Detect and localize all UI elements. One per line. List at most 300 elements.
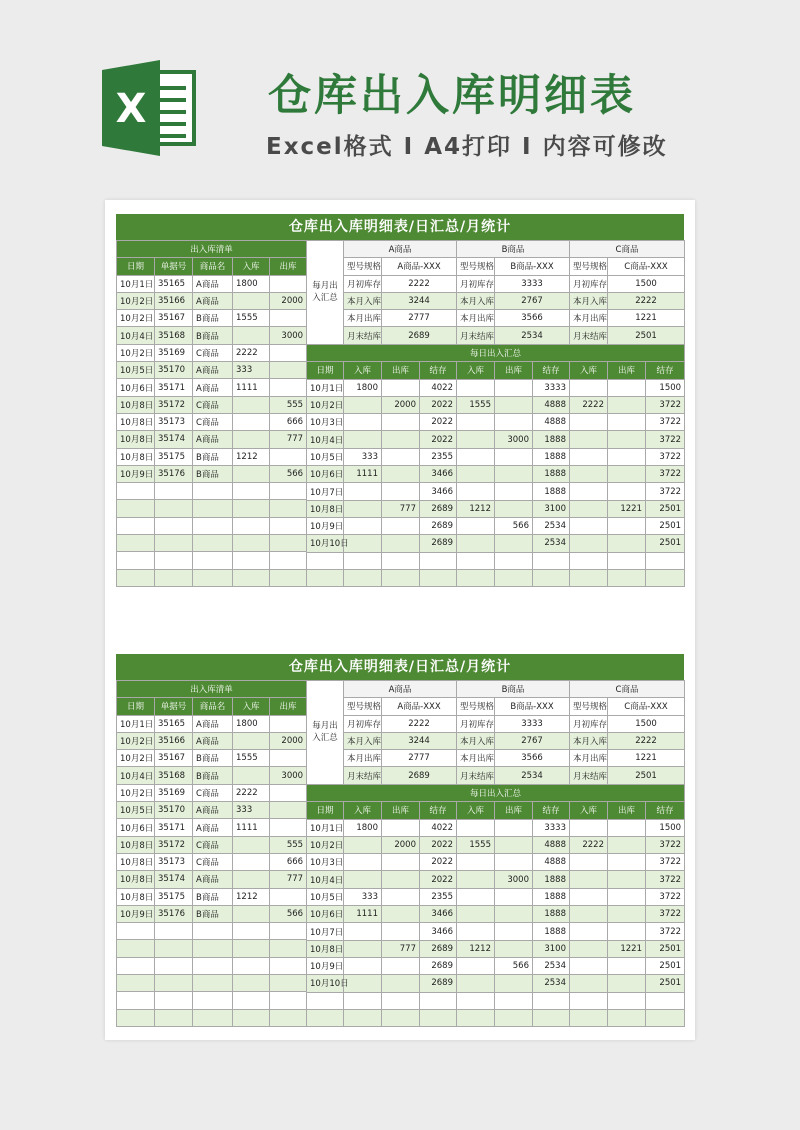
summary-cell[interactable]: 1500 <box>608 715 685 732</box>
list-cell[interactable]: A商品 <box>193 362 233 379</box>
list-cell[interactable]: 2222 <box>233 344 270 361</box>
list-cell[interactable] <box>193 940 233 957</box>
daily-cell[interactable] <box>382 483 420 500</box>
summary-cell[interactable]: 2777 <box>382 750 457 767</box>
list-cell[interactable]: C商品 <box>193 853 233 870</box>
daily-cell[interactable] <box>608 871 646 888</box>
list-cell[interactable]: 35170 <box>155 362 193 379</box>
daily-cell[interactable]: 3722 <box>646 854 685 871</box>
daily-cell[interactable] <box>495 975 533 992</box>
list-cell[interactable]: C商品 <box>193 836 233 853</box>
list-cell[interactable] <box>117 975 155 992</box>
daily-cell[interactable] <box>382 431 420 448</box>
daily-cell[interactable] <box>608 836 646 853</box>
daily-cell[interactable] <box>646 992 685 1009</box>
list-cell[interactable]: 3000 <box>270 767 307 784</box>
daily-cell[interactable] <box>646 552 685 569</box>
daily-cell[interactable]: 2501 <box>646 500 685 517</box>
daily-cell[interactable] <box>344 992 382 1009</box>
daily-cell[interactable] <box>495 466 533 483</box>
daily-cell[interactable]: 3722 <box>646 431 685 448</box>
list-cell[interactable] <box>117 500 155 517</box>
list-cell[interactable] <box>270 344 307 361</box>
daily-cell[interactable] <box>344 535 382 552</box>
daily-cell[interactable]: 2689 <box>420 535 457 552</box>
daily-cell[interactable]: 2689 <box>420 940 457 957</box>
daily-cell[interactable]: 1500 <box>646 379 685 396</box>
summary-cell[interactable]: 2767 <box>495 732 570 749</box>
daily-cell[interactable]: 3722 <box>646 414 685 431</box>
list-cell[interactable] <box>233 569 270 586</box>
daily-cell[interactable] <box>570 871 608 888</box>
list-cell[interactable] <box>233 517 270 534</box>
daily-cell[interactable]: 3722 <box>646 483 685 500</box>
daily-cell[interactable] <box>533 569 570 586</box>
daily-cell[interactable] <box>533 552 570 569</box>
list-cell[interactable]: B商品 <box>193 465 233 482</box>
list-cell[interactable] <box>233 732 270 749</box>
daily-cell[interactable] <box>570 448 608 465</box>
daily-cell[interactable]: 566 <box>495 957 533 974</box>
daily-cell[interactable] <box>457 819 495 836</box>
daily-cell[interactable] <box>570 431 608 448</box>
list-cell[interactable] <box>233 975 270 992</box>
daily-cell[interactable] <box>570 888 608 905</box>
summary-cell[interactable]: C商品-XXX <box>608 698 685 715</box>
daily-cell[interactable] <box>382 1009 420 1026</box>
list-cell[interactable]: 777 <box>270 871 307 888</box>
list-cell[interactable]: 2000 <box>270 732 307 749</box>
daily-cell[interactable] <box>608 1009 646 1026</box>
daily-cell[interactable]: 2689 <box>420 957 457 974</box>
list-cell[interactable]: B商品 <box>193 888 233 905</box>
daily-cell[interactable]: 3333 <box>533 819 570 836</box>
daily-cell[interactable]: 2501 <box>646 957 685 974</box>
daily-cell[interactable] <box>608 535 646 552</box>
summary-cell[interactable]: 2767 <box>495 292 570 309</box>
list-cell[interactable] <box>233 871 270 888</box>
list-cell[interactable] <box>233 483 270 500</box>
list-cell[interactable]: A商品 <box>193 379 233 396</box>
daily-cell[interactable]: 1212 <box>457 500 495 517</box>
daily-cell[interactable] <box>608 448 646 465</box>
daily-cell[interactable] <box>382 448 420 465</box>
daily-cell[interactable] <box>344 500 382 517</box>
list-cell[interactable] <box>233 500 270 517</box>
list-cell[interactable]: 35167 <box>155 750 193 767</box>
list-cell[interactable]: 35168 <box>155 327 193 344</box>
daily-cell[interactable]: 3722 <box>646 836 685 853</box>
list-cell[interactable]: B商品 <box>193 310 233 327</box>
list-cell[interactable] <box>117 552 155 569</box>
list-cell[interactable]: 35166 <box>155 292 193 309</box>
list-cell[interactable]: C商品 <box>193 784 233 801</box>
list-cell[interactable]: 35166 <box>155 732 193 749</box>
daily-cell[interactable] <box>382 569 420 586</box>
list-cell[interactable] <box>233 431 270 448</box>
daily-cell[interactable] <box>457 957 495 974</box>
daily-cell[interactable] <box>608 552 646 569</box>
daily-cell[interactable]: 10月10日 <box>307 975 344 992</box>
daily-cell[interactable]: 10月6日 <box>307 466 344 483</box>
list-cell[interactable]: 10月9日 <box>117 465 155 482</box>
daily-cell[interactable] <box>495 888 533 905</box>
daily-cell[interactable] <box>457 871 495 888</box>
list-cell[interactable]: 10月5日 <box>117 802 155 819</box>
list-cell[interactable] <box>233 552 270 569</box>
daily-cell[interactable] <box>495 500 533 517</box>
daily-cell[interactable] <box>344 975 382 992</box>
daily-cell[interactable] <box>382 854 420 871</box>
daily-cell[interactable] <box>382 992 420 1009</box>
daily-cell[interactable]: 2022 <box>420 431 457 448</box>
list-cell[interactable] <box>270 992 307 1009</box>
daily-cell[interactable] <box>382 906 420 923</box>
list-cell[interactable]: 10月8日 <box>117 836 155 853</box>
list-cell[interactable]: 1800 <box>233 715 270 732</box>
list-cell[interactable] <box>155 535 193 552</box>
daily-cell[interactable] <box>608 992 646 1009</box>
daily-cell[interactable] <box>608 517 646 534</box>
summary-cell[interactable]: 2501 <box>608 767 685 784</box>
list-cell[interactable] <box>155 500 193 517</box>
daily-cell[interactable] <box>457 854 495 871</box>
list-cell[interactable]: 10月2日 <box>117 292 155 309</box>
list-cell[interactable]: 10月1日 <box>117 275 155 292</box>
daily-cell[interactable] <box>344 923 382 940</box>
daily-cell[interactable] <box>344 552 382 569</box>
daily-cell[interactable]: 2534 <box>533 517 570 534</box>
daily-cell[interactable] <box>382 819 420 836</box>
daily-cell[interactable] <box>570 535 608 552</box>
daily-cell[interactable]: 10月5日 <box>307 888 344 905</box>
daily-cell[interactable]: 4022 <box>420 379 457 396</box>
daily-cell[interactable] <box>570 466 608 483</box>
daily-cell[interactable]: 10月8日 <box>307 500 344 517</box>
daily-cell[interactable]: 1555 <box>457 396 495 413</box>
daily-cell[interactable] <box>608 396 646 413</box>
daily-cell[interactable]: 10月6日 <box>307 906 344 923</box>
daily-cell[interactable] <box>646 1009 685 1026</box>
list-cell[interactable] <box>233 535 270 552</box>
list-cell[interactable]: 10月4日 <box>117 327 155 344</box>
list-cell[interactable]: 566 <box>270 465 307 482</box>
daily-cell[interactable]: 1111 <box>344 906 382 923</box>
list-cell[interactable] <box>270 500 307 517</box>
list-cell[interactable] <box>117 1009 155 1026</box>
list-cell[interactable] <box>193 500 233 517</box>
list-cell[interactable] <box>117 957 155 974</box>
list-cell[interactable] <box>117 569 155 586</box>
daily-cell[interactable] <box>570 992 608 1009</box>
list-cell[interactable] <box>155 483 193 500</box>
daily-cell[interactable] <box>570 940 608 957</box>
daily-cell[interactable]: 10月9日 <box>307 957 344 974</box>
daily-cell[interactable] <box>457 466 495 483</box>
daily-cell[interactable] <box>608 379 646 396</box>
daily-cell[interactable] <box>646 569 685 586</box>
list-cell[interactable]: 1212 <box>233 448 270 465</box>
list-cell[interactable]: A商品 <box>193 802 233 819</box>
list-cell[interactable] <box>193 1009 233 1026</box>
daily-cell[interactable]: 3333 <box>533 379 570 396</box>
daily-cell[interactable] <box>344 414 382 431</box>
list-cell[interactable]: 333 <box>233 802 270 819</box>
summary-cell[interactable]: B商品-XXX <box>495 698 570 715</box>
daily-cell[interactable]: 2689 <box>420 975 457 992</box>
summary-cell[interactable]: 1221 <box>608 310 685 327</box>
daily-cell[interactable] <box>457 535 495 552</box>
summary-cell[interactable]: 2222 <box>608 292 685 309</box>
daily-cell[interactable] <box>382 517 420 534</box>
daily-cell[interactable] <box>457 379 495 396</box>
list-cell[interactable]: 35171 <box>155 819 193 836</box>
daily-cell[interactable]: 10月5日 <box>307 448 344 465</box>
daily-cell[interactable] <box>570 923 608 940</box>
daily-cell[interactable] <box>382 975 420 992</box>
daily-cell[interactable]: 2501 <box>646 517 685 534</box>
daily-cell[interactable] <box>457 888 495 905</box>
daily-cell[interactable] <box>495 552 533 569</box>
daily-cell[interactable] <box>457 414 495 431</box>
list-cell[interactable] <box>270 715 307 732</box>
daily-cell[interactable] <box>495 448 533 465</box>
list-cell[interactable]: A商品 <box>193 275 233 292</box>
list-cell[interactable] <box>155 923 193 940</box>
list-cell[interactable]: 1555 <box>233 310 270 327</box>
daily-cell[interactable]: 777 <box>382 940 420 957</box>
list-cell[interactable]: 35168 <box>155 767 193 784</box>
daily-cell[interactable] <box>457 552 495 569</box>
daily-cell[interactable]: 3466 <box>420 906 457 923</box>
daily-cell[interactable] <box>608 414 646 431</box>
list-cell[interactable] <box>233 940 270 957</box>
list-cell[interactable]: 35173 <box>155 853 193 870</box>
daily-cell[interactable] <box>608 819 646 836</box>
daily-cell[interactable]: 10月2日 <box>307 836 344 853</box>
daily-cell[interactable] <box>570 819 608 836</box>
daily-cell[interactable] <box>382 871 420 888</box>
daily-cell[interactable] <box>382 466 420 483</box>
list-cell[interactable] <box>155 957 193 974</box>
daily-cell[interactable] <box>570 957 608 974</box>
list-cell[interactable] <box>270 888 307 905</box>
list-cell[interactable]: 35176 <box>155 465 193 482</box>
summary-cell[interactable]: 2689 <box>382 327 457 344</box>
daily-cell[interactable]: 10月10日 <box>307 535 344 552</box>
daily-cell[interactable]: 2000 <box>382 396 420 413</box>
list-cell[interactable]: 2222 <box>233 784 270 801</box>
list-cell[interactable] <box>193 975 233 992</box>
summary-cell[interactable]: 2534 <box>495 767 570 784</box>
daily-cell[interactable] <box>457 517 495 534</box>
list-cell[interactable] <box>270 784 307 801</box>
daily-cell[interactable] <box>570 414 608 431</box>
daily-cell[interactable]: 2000 <box>382 836 420 853</box>
list-cell[interactable]: A商品 <box>193 715 233 732</box>
list-cell[interactable] <box>270 517 307 534</box>
daily-cell[interactable] <box>570 854 608 871</box>
list-cell[interactable] <box>233 413 270 430</box>
daily-cell[interactable] <box>570 500 608 517</box>
summary-cell[interactable]: 3566 <box>495 750 570 767</box>
daily-cell[interactable] <box>495 396 533 413</box>
daily-cell[interactable] <box>382 888 420 905</box>
daily-cell[interactable]: 3722 <box>646 396 685 413</box>
daily-cell[interactable] <box>495 414 533 431</box>
list-cell[interactable] <box>270 379 307 396</box>
list-cell[interactable] <box>117 483 155 500</box>
daily-cell[interactable] <box>570 483 608 500</box>
daily-cell[interactable] <box>457 975 495 992</box>
summary-cell[interactable]: 2777 <box>382 310 457 327</box>
list-cell[interactable]: B商品 <box>193 448 233 465</box>
list-cell[interactable]: 35173 <box>155 413 193 430</box>
list-cell[interactable]: 566 <box>270 905 307 922</box>
summary-cell[interactable]: 3244 <box>382 732 457 749</box>
daily-cell[interactable]: 1888 <box>533 888 570 905</box>
list-cell[interactable] <box>155 992 193 1009</box>
list-cell[interactable]: 666 <box>270 853 307 870</box>
list-cell[interactable] <box>117 517 155 534</box>
list-cell[interactable] <box>193 552 233 569</box>
list-cell[interactable]: 10月6日 <box>117 819 155 836</box>
daily-cell[interactable] <box>344 1009 382 1026</box>
list-cell[interactable] <box>117 940 155 957</box>
summary-cell[interactable]: 3566 <box>495 310 570 327</box>
list-cell[interactable]: 10月8日 <box>117 413 155 430</box>
daily-cell[interactable]: 3466 <box>420 923 457 940</box>
daily-cell[interactable] <box>570 517 608 534</box>
daily-cell[interactable]: 10月7日 <box>307 923 344 940</box>
daily-cell[interactable] <box>344 569 382 586</box>
list-cell[interactable]: 1111 <box>233 379 270 396</box>
daily-cell[interactable] <box>457 992 495 1009</box>
daily-cell[interactable]: 3100 <box>533 940 570 957</box>
daily-cell[interactable]: 2689 <box>420 517 457 534</box>
daily-cell[interactable] <box>570 379 608 396</box>
daily-cell[interactable] <box>495 906 533 923</box>
daily-cell[interactable]: 10月1日 <box>307 819 344 836</box>
daily-cell[interactable]: 2689 <box>420 500 457 517</box>
list-cell[interactable]: 1212 <box>233 888 270 905</box>
daily-cell[interactable] <box>457 906 495 923</box>
list-cell[interactable]: 10月9日 <box>117 905 155 922</box>
list-cell[interactable] <box>155 940 193 957</box>
daily-cell[interactable] <box>344 836 382 853</box>
daily-cell[interactable]: 3000 <box>495 871 533 888</box>
daily-cell[interactable]: 1221 <box>608 940 646 957</box>
list-cell[interactable] <box>270 923 307 940</box>
daily-cell[interactable] <box>533 992 570 1009</box>
list-cell[interactable]: 35176 <box>155 905 193 922</box>
list-cell[interactable] <box>117 992 155 1009</box>
daily-cell[interactable] <box>495 569 533 586</box>
daily-cell[interactable] <box>420 569 457 586</box>
daily-cell[interactable]: 1888 <box>533 483 570 500</box>
list-cell[interactable]: 10月2日 <box>117 310 155 327</box>
daily-cell[interactable]: 1888 <box>533 466 570 483</box>
list-cell[interactable]: 35175 <box>155 888 193 905</box>
summary-cell[interactable]: 2222 <box>382 715 457 732</box>
list-cell[interactable] <box>270 362 307 379</box>
daily-cell[interactable]: 1888 <box>533 871 570 888</box>
list-cell[interactable]: 10月6日 <box>117 379 155 396</box>
list-cell[interactable]: 35167 <box>155 310 193 327</box>
summary-cell[interactable]: 3333 <box>495 275 570 292</box>
list-cell[interactable] <box>117 923 155 940</box>
summary-cell[interactable]: 1500 <box>608 275 685 292</box>
list-cell[interactable] <box>233 396 270 413</box>
summary-cell[interactable]: 1221 <box>608 750 685 767</box>
daily-cell[interactable]: 10月4日 <box>307 871 344 888</box>
daily-cell[interactable]: 4888 <box>533 836 570 853</box>
list-cell[interactable]: 10月2日 <box>117 344 155 361</box>
list-cell[interactable] <box>270 802 307 819</box>
daily-cell[interactable]: 2355 <box>420 448 457 465</box>
list-cell[interactable]: B商品 <box>193 750 233 767</box>
list-cell[interactable]: B商品 <box>193 905 233 922</box>
daily-cell[interactable]: 3722 <box>646 466 685 483</box>
list-cell[interactable] <box>270 310 307 327</box>
daily-cell[interactable]: 3466 <box>420 483 457 500</box>
list-cell[interactable]: 35174 <box>155 431 193 448</box>
daily-cell[interactable]: 1888 <box>533 906 570 923</box>
daily-cell[interactable]: 1221 <box>608 500 646 517</box>
list-cell[interactable]: 10月8日 <box>117 448 155 465</box>
list-cell[interactable]: 10月8日 <box>117 888 155 905</box>
daily-cell[interactable] <box>382 379 420 396</box>
list-cell[interactable]: 35165 <box>155 715 193 732</box>
list-cell[interactable]: 555 <box>270 396 307 413</box>
daily-cell[interactable] <box>608 569 646 586</box>
list-cell[interactable]: 10月8日 <box>117 871 155 888</box>
daily-cell[interactable]: 4888 <box>533 396 570 413</box>
list-cell[interactable]: 10月4日 <box>117 767 155 784</box>
list-cell[interactable] <box>270 552 307 569</box>
list-cell[interactable]: 35165 <box>155 275 193 292</box>
daily-cell[interactable]: 3722 <box>646 923 685 940</box>
list-cell[interactable] <box>270 535 307 552</box>
daily-cell[interactable]: 1888 <box>533 923 570 940</box>
daily-cell[interactable] <box>420 552 457 569</box>
daily-cell[interactable] <box>344 957 382 974</box>
daily-cell[interactable] <box>382 535 420 552</box>
daily-cell[interactable] <box>608 466 646 483</box>
list-cell[interactable]: 35174 <box>155 871 193 888</box>
daily-cell[interactable] <box>533 1009 570 1026</box>
daily-cell[interactable] <box>495 379 533 396</box>
list-cell[interactable]: 666 <box>270 413 307 430</box>
summary-cell[interactable]: 3244 <box>382 292 457 309</box>
daily-cell[interactable]: 2022 <box>420 414 457 431</box>
daily-cell[interactable]: 1800 <box>344 819 382 836</box>
list-cell[interactable] <box>233 905 270 922</box>
daily-cell[interactable]: 10月3日 <box>307 854 344 871</box>
daily-cell[interactable]: 4888 <box>533 854 570 871</box>
daily-cell[interactable] <box>608 975 646 992</box>
summary-cell[interactable]: 2501 <box>608 327 685 344</box>
list-cell[interactable] <box>233 836 270 853</box>
list-cell[interactable]: 333 <box>233 362 270 379</box>
daily-cell[interactable]: 2534 <box>533 535 570 552</box>
daily-cell[interactable] <box>382 414 420 431</box>
daily-cell[interactable]: 2022 <box>420 871 457 888</box>
daily-cell[interactable]: 2534 <box>533 975 570 992</box>
list-cell[interactable]: 10月1日 <box>117 715 155 732</box>
list-cell[interactable]: C商品 <box>193 344 233 361</box>
list-cell[interactable] <box>155 517 193 534</box>
